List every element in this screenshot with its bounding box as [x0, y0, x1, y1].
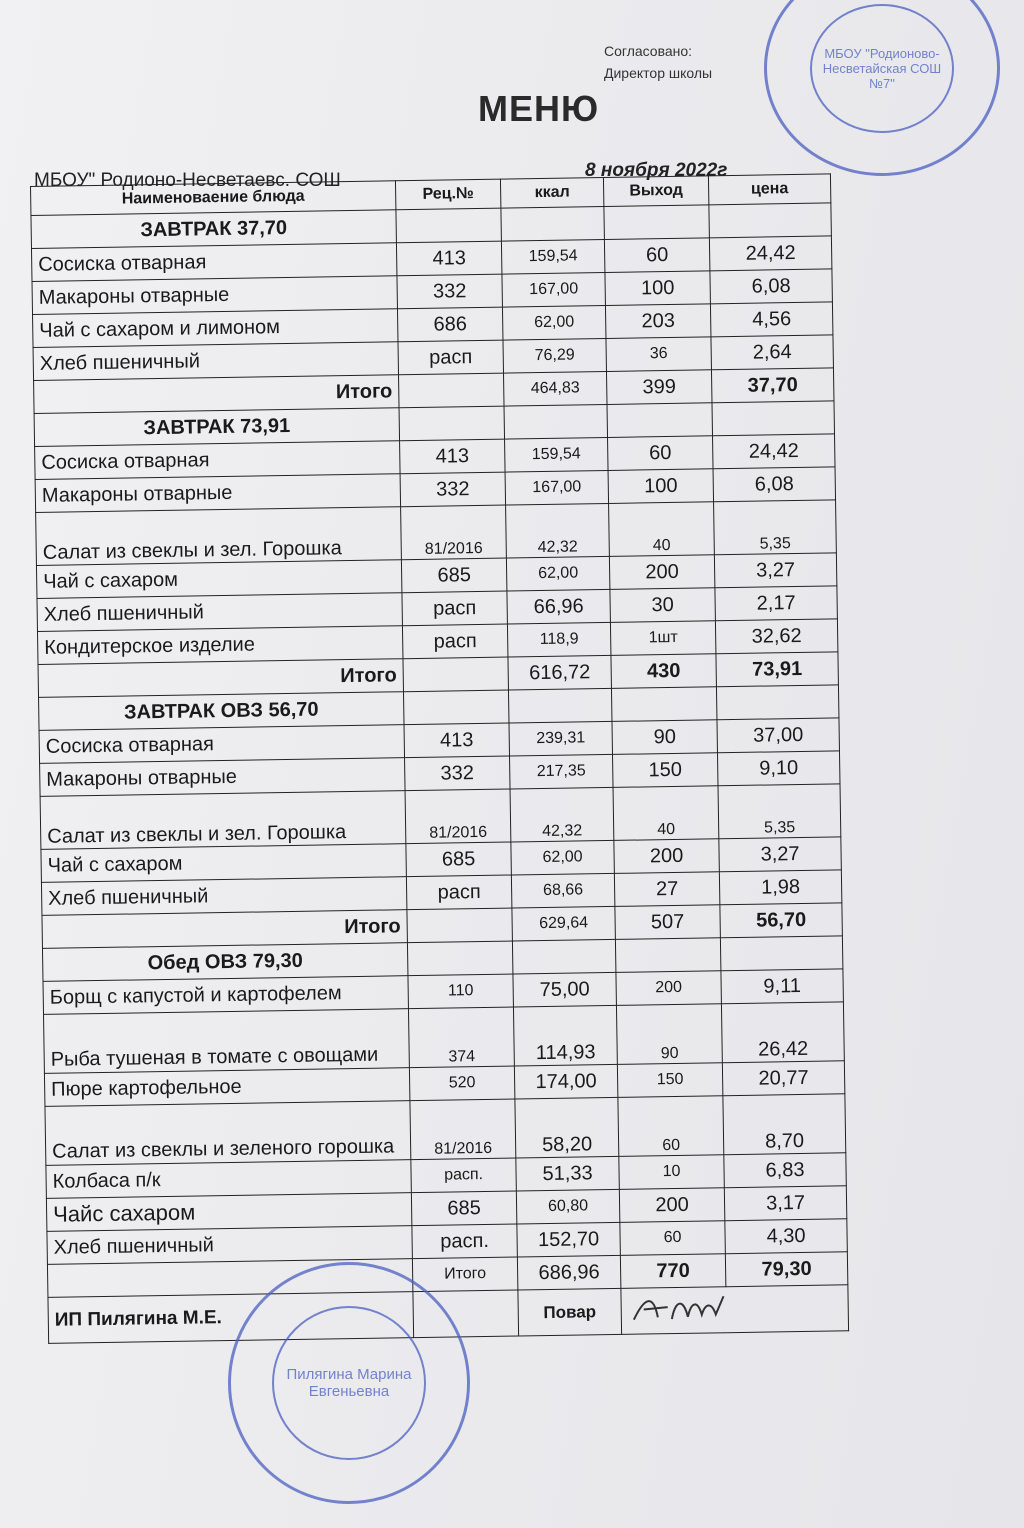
dish-out: 40: [613, 786, 719, 841]
dish-kcal: 60,80: [516, 1189, 620, 1224]
dish-rec: 332: [397, 274, 503, 309]
dish-price: 2,17: [715, 586, 838, 621]
signature-icon: [627, 1289, 768, 1325]
header-out: Выход: [603, 176, 708, 207]
dish-out: 200: [614, 839, 720, 874]
dish-price: 37,00: [717, 718, 840, 753]
section-title: ЗАВТРАК 73,91: [34, 408, 399, 447]
section-title: ЗАВТРАК 37,70: [31, 210, 396, 249]
ip-stamp: [228, 1262, 470, 1504]
total-kcal: 464,83: [503, 371, 607, 406]
dish-out: 30: [610, 588, 716, 623]
dish-name: Хлеб пшеничный: [47, 1226, 412, 1265]
total-label: Итого: [42, 910, 407, 949]
dish-rec: 81/2016: [405, 789, 511, 844]
dish-name: Сосиска отварная: [35, 441, 400, 480]
dish-kcal: 66,96: [507, 589, 611, 624]
dish-price: 3,27: [714, 553, 837, 588]
dish-kcal: 42,32: [510, 787, 614, 842]
dish-price: 6,08: [713, 467, 836, 502]
approval-signer: Директор школы: [604, 65, 713, 81]
dish-name: Чай с сахаром: [36, 560, 401, 599]
dish-name: Макароны отварные: [32, 276, 397, 315]
total-price: 73,91: [716, 652, 839, 687]
dish-kcal: 159,54: [501, 239, 605, 274]
dish-out: 10: [619, 1155, 725, 1190]
dish-name: Борщ с капустой и картофелем: [43, 976, 408, 1015]
total-out: 507: [615, 905, 721, 940]
header-name: Наименоваение блюда: [31, 181, 396, 216]
dish-rec: расп: [402, 591, 508, 626]
cook-label: Повар: [518, 1288, 622, 1336]
dish-out: 60: [608, 436, 714, 471]
total-out: 399: [606, 370, 712, 405]
total-label: Итого: [412, 1257, 518, 1292]
total-kcal: 616,72: [508, 655, 612, 690]
total-price: 56,70: [720, 903, 843, 938]
dish-name: Хлеб пшеничный: [33, 342, 398, 381]
dish-kcal: 167,00: [502, 272, 606, 307]
dish-price: 6,08: [710, 269, 833, 304]
dish-price: 20,77: [722, 1061, 845, 1096]
dish-rec: 413: [396, 241, 502, 276]
dish-out: 200: [619, 1188, 725, 1223]
dish-out: 150: [613, 753, 719, 788]
dish-out: 150: [617, 1063, 723, 1098]
dish-price: 5,35: [718, 784, 841, 839]
dish-rec: 686: [397, 307, 503, 342]
school-stamp-text: МБОУ "Родионово-Несветайская СОШ №7": [810, 4, 954, 133]
dish-out: 90: [612, 720, 718, 755]
dish-name: Салат из свеклы и зеленого горошка: [45, 1101, 411, 1166]
menu-date: 8 ноября 2022г: [585, 160, 728, 181]
dish-price: 4,30: [725, 1219, 848, 1254]
dish-rec: расп: [406, 875, 512, 910]
cook-signature: [621, 1285, 849, 1335]
dish-name: Рыба тушеная в томате с овощами: [44, 1009, 410, 1074]
dish-name: Сосиска отварная: [39, 725, 404, 764]
dish-out: 200: [609, 555, 715, 590]
dish-out: 36: [606, 337, 712, 372]
dish-price: 4,56: [710, 302, 833, 337]
dish-price: 6,83: [724, 1153, 847, 1188]
dish-name: Салат из свеклы и зел. Горошка: [40, 791, 406, 850]
total-label: Итого: [38, 659, 403, 698]
dish-kcal: 58,20: [515, 1097, 619, 1158]
dish-name: Макароны отварные: [35, 474, 400, 513]
dish-name: Колбаса п/к: [46, 1160, 411, 1199]
total-kcal: 629,64: [512, 906, 616, 941]
dish-rec: расп.: [412, 1224, 518, 1259]
dish-out: 40: [609, 502, 715, 557]
page-title: МЕНЮ: [478, 88, 600, 129]
dish-kcal: 51,33: [516, 1156, 620, 1191]
dish-kcal: 114,93: [513, 1005, 617, 1066]
dish-kcal: 239,31: [509, 721, 613, 756]
dish-out: 60: [618, 1096, 724, 1157]
dish-price: 3,27: [719, 837, 842, 872]
dish-kcal: 118,9: [507, 622, 611, 657]
dish-price: 24,42: [713, 434, 836, 469]
dish-out: 203: [605, 304, 711, 339]
dish-kcal: 62,00: [502, 305, 606, 340]
dish-price: 5,35: [714, 500, 837, 555]
dish-rec: 685: [411, 1191, 517, 1226]
total-price: 79,30: [725, 1252, 848, 1287]
section-title: Обед ОВЗ 79,30: [42, 943, 407, 982]
dish-name: Макароны отварные: [40, 758, 405, 797]
menu-table-wrap: [30, 173, 848, 1343]
dish-name: Чайс сахаром: [46, 1193, 411, 1232]
dish-kcal: 62,00: [511, 840, 615, 875]
dish-name: Хлеб пшеничный: [37, 593, 402, 632]
dish-rec: 81/2016: [401, 505, 507, 560]
dish-rec: 685: [401, 558, 507, 593]
provider-name: ИП Пилягина М.Е.: [48, 1292, 414, 1344]
dish-price: 9,10: [717, 751, 840, 786]
dish-out: 90: [616, 1004, 722, 1065]
header-price: цена: [708, 174, 830, 205]
dish-price: 9,11: [721, 969, 844, 1004]
dish-out: 27: [614, 872, 720, 907]
dish-rec: расп: [398, 340, 504, 375]
dish-kcal: 167,00: [505, 470, 609, 505]
total-out: 430: [611, 654, 717, 689]
dish-out: 1шт: [610, 621, 716, 656]
dish-price: 3,17: [724, 1186, 847, 1221]
ip-stamp-text: Пилягина Марина Евгеньевна: [272, 1306, 426, 1460]
dish-name: Кондитерское изделие: [37, 626, 402, 665]
dish-kcal: 42,32: [506, 503, 610, 558]
dish-price: 2,64: [711, 335, 834, 370]
dish-price: 24,42: [709, 236, 832, 271]
header-kcal: ккал: [500, 177, 603, 208]
menu-table: [30, 173, 849, 1343]
dish-kcal: 217,35: [510, 754, 614, 789]
dish-name: Сосиска отварная: [31, 243, 396, 282]
total-out: 770: [620, 1254, 726, 1289]
dish-rec: 332: [405, 756, 511, 791]
approval-label: Согласовано:: [604, 43, 693, 59]
dish-kcal: 152,70: [517, 1222, 621, 1257]
dish-kcal: 174,00: [514, 1064, 618, 1099]
dish-name: Чай с сахаром и лимоном: [33, 309, 398, 348]
school-name: МБОУ" Родионо-Несветаевс. СОШ: [34, 170, 341, 191]
dish-rec: 413: [404, 723, 510, 758]
section-title: ЗАВТРАК ОВЗ 56,70: [39, 692, 404, 731]
dish-kcal: 159,54: [505, 437, 609, 472]
header-rec: Рец.№: [395, 179, 500, 210]
dish-rec: 374: [408, 1007, 514, 1068]
dish-out: 100: [605, 271, 711, 306]
dish-rec: 413: [400, 439, 506, 474]
total-label: Итого: [34, 375, 399, 414]
school-stamp: [764, 0, 1000, 176]
approval-block: [604, 40, 712, 84]
dish-name: Хлеб пшеничный: [41, 877, 406, 916]
dish-price: 32,62: [715, 619, 838, 654]
dish-kcal: 68,66: [511, 873, 615, 908]
dish-price: 1,98: [719, 870, 842, 905]
dish-name: Чай с сахаром: [41, 844, 406, 883]
dish-kcal: 62,00: [506, 556, 610, 591]
dish-rec: 110: [408, 974, 514, 1009]
dish-name: Салат из свеклы и зел. Горошка: [36, 507, 402, 566]
dish-rec: расп: [402, 624, 508, 659]
dish-rec: 685: [406, 842, 512, 877]
dish-price: 8,70: [723, 1094, 846, 1155]
dish-rec: 520: [409, 1066, 515, 1101]
dish-out: 200: [616, 971, 722, 1006]
dish-out: 60: [620, 1221, 726, 1256]
dish-price: 26,42: [721, 1002, 844, 1063]
dish-rec: расп.: [411, 1158, 517, 1193]
dish-kcal: 76,29: [503, 338, 607, 373]
dish-rec: 81/2016: [410, 1099, 516, 1160]
dish-out: 100: [608, 469, 714, 504]
total-price: 37,70: [711, 368, 834, 403]
total-kcal: 686,96: [517, 1255, 621, 1290]
dish-out: 60: [604, 238, 710, 273]
dish-kcal: 75,00: [513, 972, 617, 1007]
dish-rec: 332: [400, 472, 506, 507]
dish-name: Пюре картофельное: [44, 1068, 409, 1107]
